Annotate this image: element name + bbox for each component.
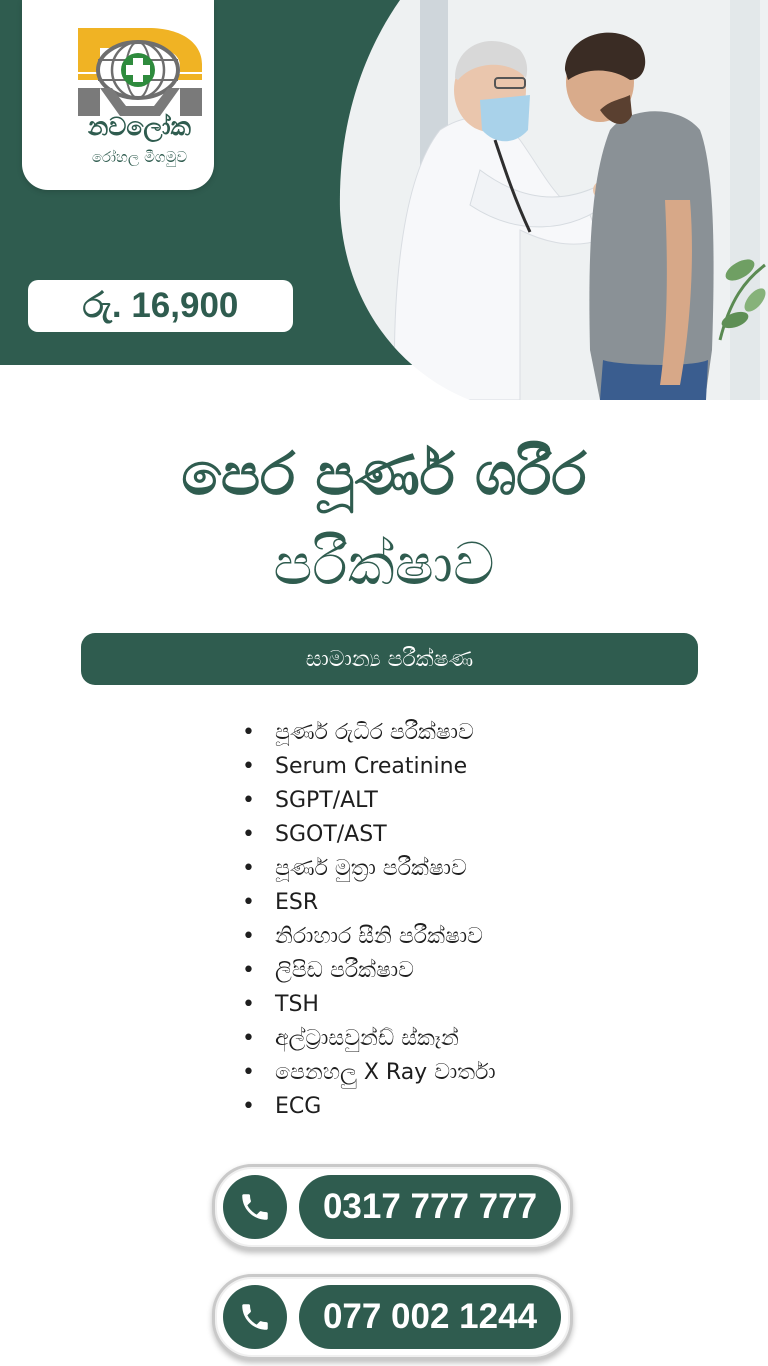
bullet-icon: • (242, 856, 255, 881)
test-name: ECG (275, 1094, 322, 1119)
test-name: Serum Creatinine (275, 754, 468, 779)
list-item (242, 988, 496, 1022)
list-item (242, 750, 496, 784)
call-button-2[interactable] (212, 1274, 573, 1360)
call-button-1[interactable] (212, 1164, 573, 1250)
logo-card (22, 0, 214, 190)
price-badge: රු. 16,900 (28, 280, 293, 332)
package-title-line1: පෙර පූර්ණ ශරීර (181, 440, 587, 508)
list-item (242, 1022, 496, 1056)
bullet-icon: • (242, 1094, 255, 1119)
bullet-icon: • (242, 958, 255, 983)
test-name: ESR (275, 890, 319, 915)
test-name: SGPT/ALT (275, 788, 378, 813)
hospital-name: නවලෝක (88, 112, 191, 141)
phone-icon (223, 1285, 287, 1349)
hospital-logo-icon (78, 28, 202, 116)
phone-icon (223, 1175, 287, 1239)
test-name: අල්ට්‍රාසවුන්ඩ් ස්කෑන් (275, 1026, 459, 1051)
list-item (242, 954, 496, 988)
list-item (242, 716, 496, 750)
phone-number: 077 002 1244 (299, 1285, 561, 1349)
test-list (242, 716, 496, 1124)
test-name: පූර්ණ රුධිර පරීක්ෂාව (275, 720, 474, 745)
list-item (242, 1056, 496, 1090)
package-title-line2: පරීක්ෂාව (273, 530, 495, 598)
bullet-icon: • (242, 788, 255, 813)
bullet-icon: • (242, 822, 255, 847)
list-item (242, 886, 496, 920)
list-item (242, 852, 496, 886)
test-name: නිරාහාර සීනි පරීක්ෂාව (275, 924, 483, 949)
test-name: ලිපිඩ පරීක්ෂාව (275, 958, 414, 983)
bullet-icon: • (242, 1026, 255, 1051)
test-name: SGOT/AST (275, 822, 387, 847)
section-heading: සාමාන්‍ය පරීක්ෂණ (81, 633, 698, 685)
bullet-icon: • (242, 924, 255, 949)
phone-number: 0317 777 777 (299, 1175, 561, 1239)
bullet-icon: • (242, 992, 255, 1017)
bullet-icon: • (242, 890, 255, 915)
list-item (242, 818, 496, 852)
list-item (242, 1090, 496, 1124)
list-item (242, 784, 496, 818)
bullet-icon: • (242, 754, 255, 779)
list-item (242, 920, 496, 954)
hospital-location: රෝහල මීගමුව (91, 148, 188, 166)
test-name: පූර්ණ මුත්‍රා පරීක්ෂාව (275, 856, 467, 881)
test-name: TSH (275, 992, 319, 1017)
bullet-icon: • (242, 720, 255, 745)
test-name: පෙනහලු X Ray වාර්තා (275, 1060, 496, 1085)
bullet-icon: • (242, 1060, 255, 1085)
